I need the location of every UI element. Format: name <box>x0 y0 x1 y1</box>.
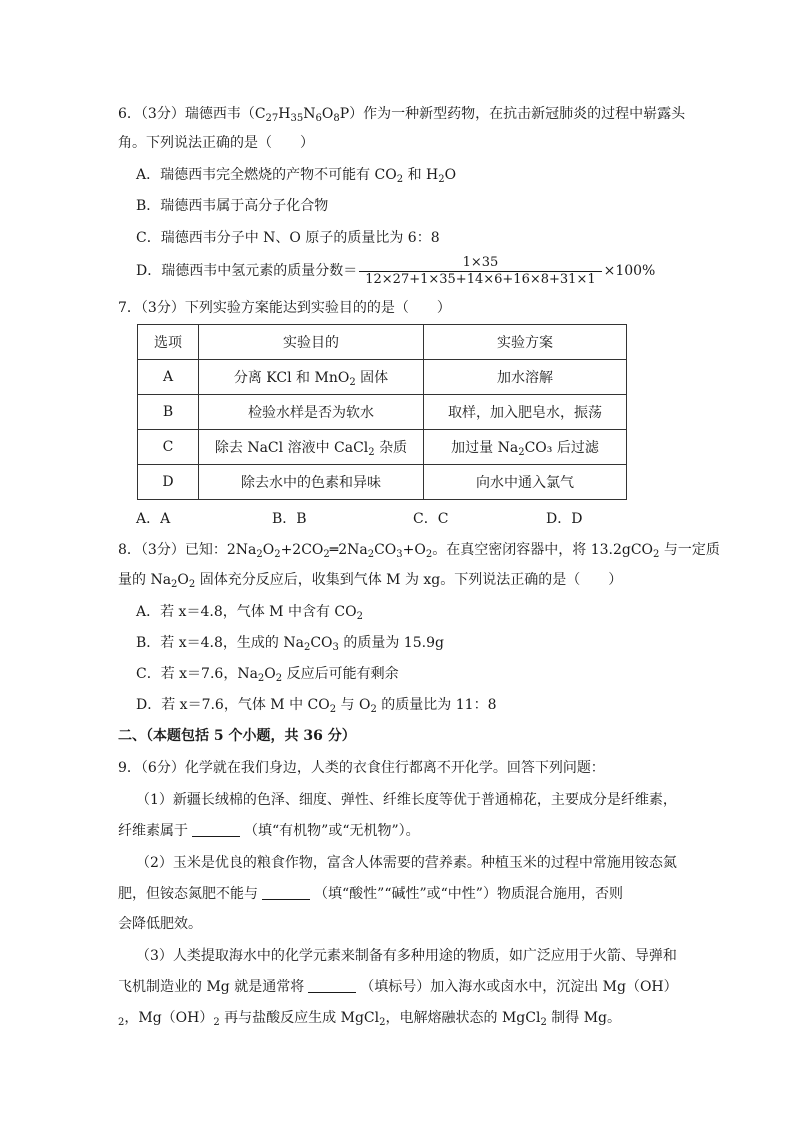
experiment-plan: 取样，加入肥皂水，振荡 <box>424 395 627 430</box>
mass-fraction-formula: $\frac{1\times 35}{12\times 27+1\times 35+14\times 6+16\times 8+31\times 1}$ <box>359 255 601 288</box>
q9-part1-line2: 纤维素属于 （填“有机物”或“无机物”）。 <box>118 823 420 839</box>
experiment-plan: 向水中通入氯气 <box>424 465 627 500</box>
q9-stem: 9．（6分）化学就在我们身边，人类的衣食住行都离不开化学。回答下列问题： <box>118 760 605 776</box>
q9-part3-line1: （3）人类提取海水中的化学元素来制备有多种用途的物质，如广泛应用于火箭、导弹和 <box>136 948 677 964</box>
q7-table <box>137 324 627 500</box>
answer-blank[interactable] <box>262 885 310 900</box>
q8-option-a: A．若 x＝4.8，气体 M 中含有 $CO_2$ <box>136 604 363 622</box>
q9-part2-line3: 会降低肥效。 <box>118 916 202 932</box>
table-row <box>138 395 627 430</box>
q7-answer-c: C．C <box>413 511 449 527</box>
table-header-row <box>138 325 627 360</box>
header-cell: 实验方案 <box>424 325 627 360</box>
experiment-goal: 除去水中的色素和异味 <box>199 465 424 500</box>
table-row <box>138 360 627 395</box>
q6-option-b: B．瑞德西韦属于高分子化合物 <box>136 198 329 214</box>
section-heading: 二、（本题包括 5 个小题，共 36 分） <box>118 728 356 744</box>
option-key: A <box>138 360 199 395</box>
table-row <box>138 430 627 465</box>
option-key: C <box>138 430 199 465</box>
q8-option-b: B．若 x＝4.8，生成的 $Na_2CO_3$ 的质量为 15.9g <box>136 635 444 653</box>
q6-option-c: C．瑞德西韦分子中 N、O 原子的质量比为 6：8 <box>136 230 440 246</box>
q7-answer-d: D．D <box>546 511 583 527</box>
q9-part2-line2: 肥，但铵态氮肥不能与 （填“酸性”“碱性”或“中性”）物质混合施用，否则 <box>118 886 623 902</box>
q6-option-d: D．瑞德西韦中氢元素的质量分数＝ $\frac{1\times 35}{12\times 27+1\times 35+14\times 6+16\times 8+31\times 1}$ ×100% <box>136 254 656 287</box>
q8-stem-line2: 量的 $Na_2O_2$ 固体充分反应后，收集到气体 M 为 xg。下列说法正确的是（ ） <box>118 572 623 590</box>
experiment-plan: 加水溶解 <box>424 360 627 395</box>
answer-blank[interactable] <box>308 978 356 993</box>
experiment-goal: 分离 KCl 和 MnO$_2$ 固体 <box>199 360 424 395</box>
experiment-goal: 除去 NaCl 溶液中 CaCl$_2$ 杂质 <box>199 430 424 465</box>
q8-option-c: C．若 x＝7.6，$Na_2O_2$ 反应后可能有剩余 <box>136 666 399 684</box>
answer-blank[interactable] <box>192 822 240 837</box>
q8-option-d: D．若 x＝7.6，气体 M 中 $CO_2$ 与 $O_2$ 的质量比为 11：8 <box>136 697 497 715</box>
table-row <box>138 465 627 500</box>
q7-answer-a: A．A <box>136 511 171 527</box>
q9-part3-line2: 飞机制造业的 Mg 就是通常将 （填标号）加入海水或卤水中，沉淀出 Mg（OH） <box>118 979 678 995</box>
q9-part3-line3: $_2$，$Mg(OH)_2$ 再与盐酸反应生成 MgCl$_2$，电解熔融状态的 MgCl$_2$ 制得 Mg。 <box>118 1010 622 1028</box>
q8-stem-line1: 8．（3分）已知：$2Na_2O_2+2CO_2═2Na_2CO_3+O_2$。在真空密闭容器中，将 13.2gCO$_2$ 与一定质 <box>118 542 720 560</box>
q7-answer-b: B．B <box>272 511 307 527</box>
q7-stem: 7．（3分）下列实验方案能达到实验目的的是（ ） <box>118 300 451 316</box>
q6-stem-line1: 6．（3分）瑞德西韦$(C_{27}H_{35}N_6O_8P)$作为一种新型药物，在抗击新冠肺炎的过程中崭露头 <box>118 106 686 124</box>
header-cell: 选项 <box>138 325 199 360</box>
q6-option-a: A．瑞德西韦完全燃烧的产物不可能有 $CO_2$ 和 $H_2O$ <box>136 167 457 185</box>
q9-part2-line1: （2）玉米是优良的粮食作物，富含人体需要的营养素。种植玉米的过程中常施用铵态氮 <box>136 855 677 871</box>
experiment-goal: 检验水样是否为软水 <box>199 395 424 430</box>
header-cell: 实验目的 <box>199 325 424 360</box>
option-key: D <box>138 465 199 500</box>
q6-stem-line2: 角。下列说法正确的是（ ） <box>118 135 314 151</box>
q9-part1-line1: （1）新疆长绒棉的色泽、细度、弹性、纤维长度等优于普通棉花，主要成分是纤维素， <box>136 792 677 808</box>
experiment-plan: 加过量 $Na_2CO_3$ 后过滤 <box>424 430 627 465</box>
option-key: B <box>138 395 199 430</box>
